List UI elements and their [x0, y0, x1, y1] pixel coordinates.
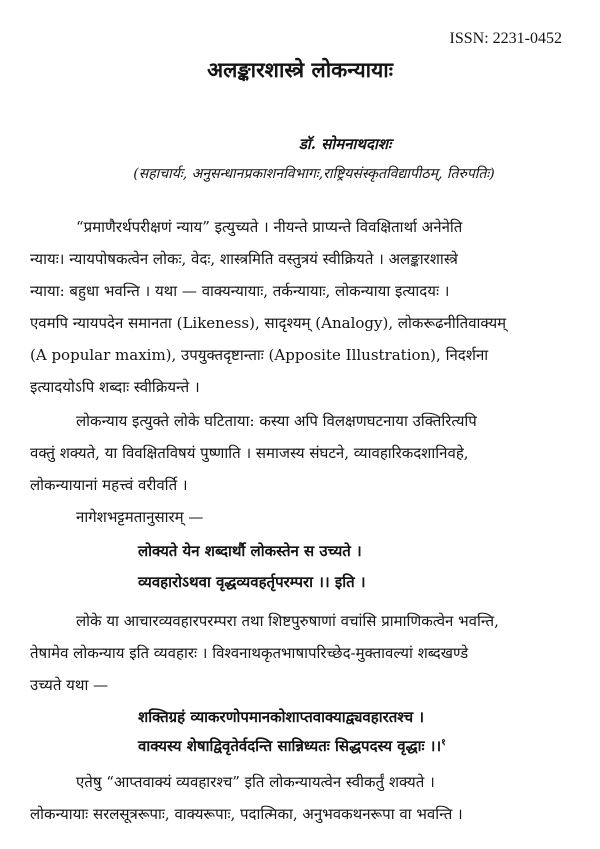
text-line: एतेषु “आप्तवाक्यं व्यवहारश्च” इति लोकन्यायत्वेन स्वीकर्तुं शक्यते ।	[76, 773, 435, 791]
issn-label: ISSN: 2231-0452	[449, 30, 562, 47]
text-line: इत्यादयोऽपि शब्दाः स्वीक्रियन्ते ।	[30, 378, 200, 396]
author-name: डॉ. सोमनाथदाशः	[298, 135, 392, 153]
paragraph-2	[30, 405, 575, 501]
text-line: (A popular maxim), उपयुक्तदृष्टान्ताः (Apposite Illustration), निदर्शना	[30, 346, 489, 364]
text-line: तेषामेव लोकन्याय इति व्यवहारः । विश्वनाथकृतभाषापरिच्छेद-मुक्तावल्यां शब्दखण्डे	[30, 644, 469, 662]
text-line: न्याया: बहुधा भवन्ति । यथा — वाक्यन्यायाः, तर्कन्यायाः, लोकन्याया इत्यादयः ।	[30, 282, 450, 300]
text-line: एवमपि न्यायपदेन समानता (Likeness), सादृश्यम् (Analogy), लोकरूढनीतिवाक्यम्	[30, 314, 507, 332]
paragraph-5	[30, 766, 575, 830]
verse-line: व्यवहारोऽथवा वृद्धव्यवहर्तृपरम्परा ।। इति ।	[138, 573, 366, 591]
text-line: वक्तुं शक्यते, या विवक्षितविषयं पुष्णाति । समाजस्य संघटने, व्यावहारिकदशानिवहे,	[30, 444, 469, 462]
text-line: लोकन्यायाः सरलसूत्ररूपाः, वाक्यरूपाः, पदात्मिका, अनुभवकथनरूपा वा भवन्ति ।	[30, 805, 463, 823]
paragraph-3	[30, 501, 575, 533]
paragraph-1	[30, 211, 575, 403]
verse-line: शक्तिग्रहं व्याकरणोपमानकोशाप्तवाक्याद्व्यवहारतश्च ।	[138, 708, 425, 726]
text-line: न्यायः। न्यायपोषकत्वेन लोकः, वेदः, शास्त्रमिति वस्तुत्रयं स्वीक्रियते । अलङ्कारशास्त्रे	[30, 250, 458, 268]
text-line: नागेशभट्टमतानुसारम् —	[76, 508, 204, 526]
article-title: अलङ्कारशास्त्रे लोकन्यायाः	[207, 58, 393, 82]
text-line: उच्यते यथा —	[30, 676, 109, 694]
author-affiliation: (सहाचार्यः, अनुसन्धानप्रकाशनविभागः,राष्ट्रियसंस्कृतविद्यापीठम्, तिरुपतिः)	[133, 166, 495, 182]
verse-text: वाक्यस्य शेषाद्विवृतेर्वदन्ति सान्निध्यतः सिद्धपदस्य वृद्धाः ।।	[138, 737, 442, 755]
text-line: लोके या आचारव्यवहारपरम्परा तथा शिष्टपुरुषाणां वचांसि प्रामाणिकत्वेन भवन्ति,	[76, 612, 499, 630]
verse-line	[138, 735, 446, 756]
paragraph-4	[30, 605, 575, 701]
text-line: लोकन्याय इत्युक्ते लोके घटिताया: कस्या अपि विलक्षणघटनाया उक्तिरित्यपि	[76, 412, 477, 430]
footnote-marker: १	[441, 738, 446, 748]
text-line: “प्रमाणैरर्थपरीक्षणं न्याय” इत्युच्यते । नीयन्ते प्राप्यन्ते विवक्षितार्था अनेनेति	[76, 218, 463, 236]
text-line: लोकन्यायानां महत्त्वं वरीवर्ति ।	[30, 476, 188, 494]
verse-line: लोक्यते येन शब्दार्थौ लोकस्तेन स उच्यते ।	[138, 542, 362, 560]
